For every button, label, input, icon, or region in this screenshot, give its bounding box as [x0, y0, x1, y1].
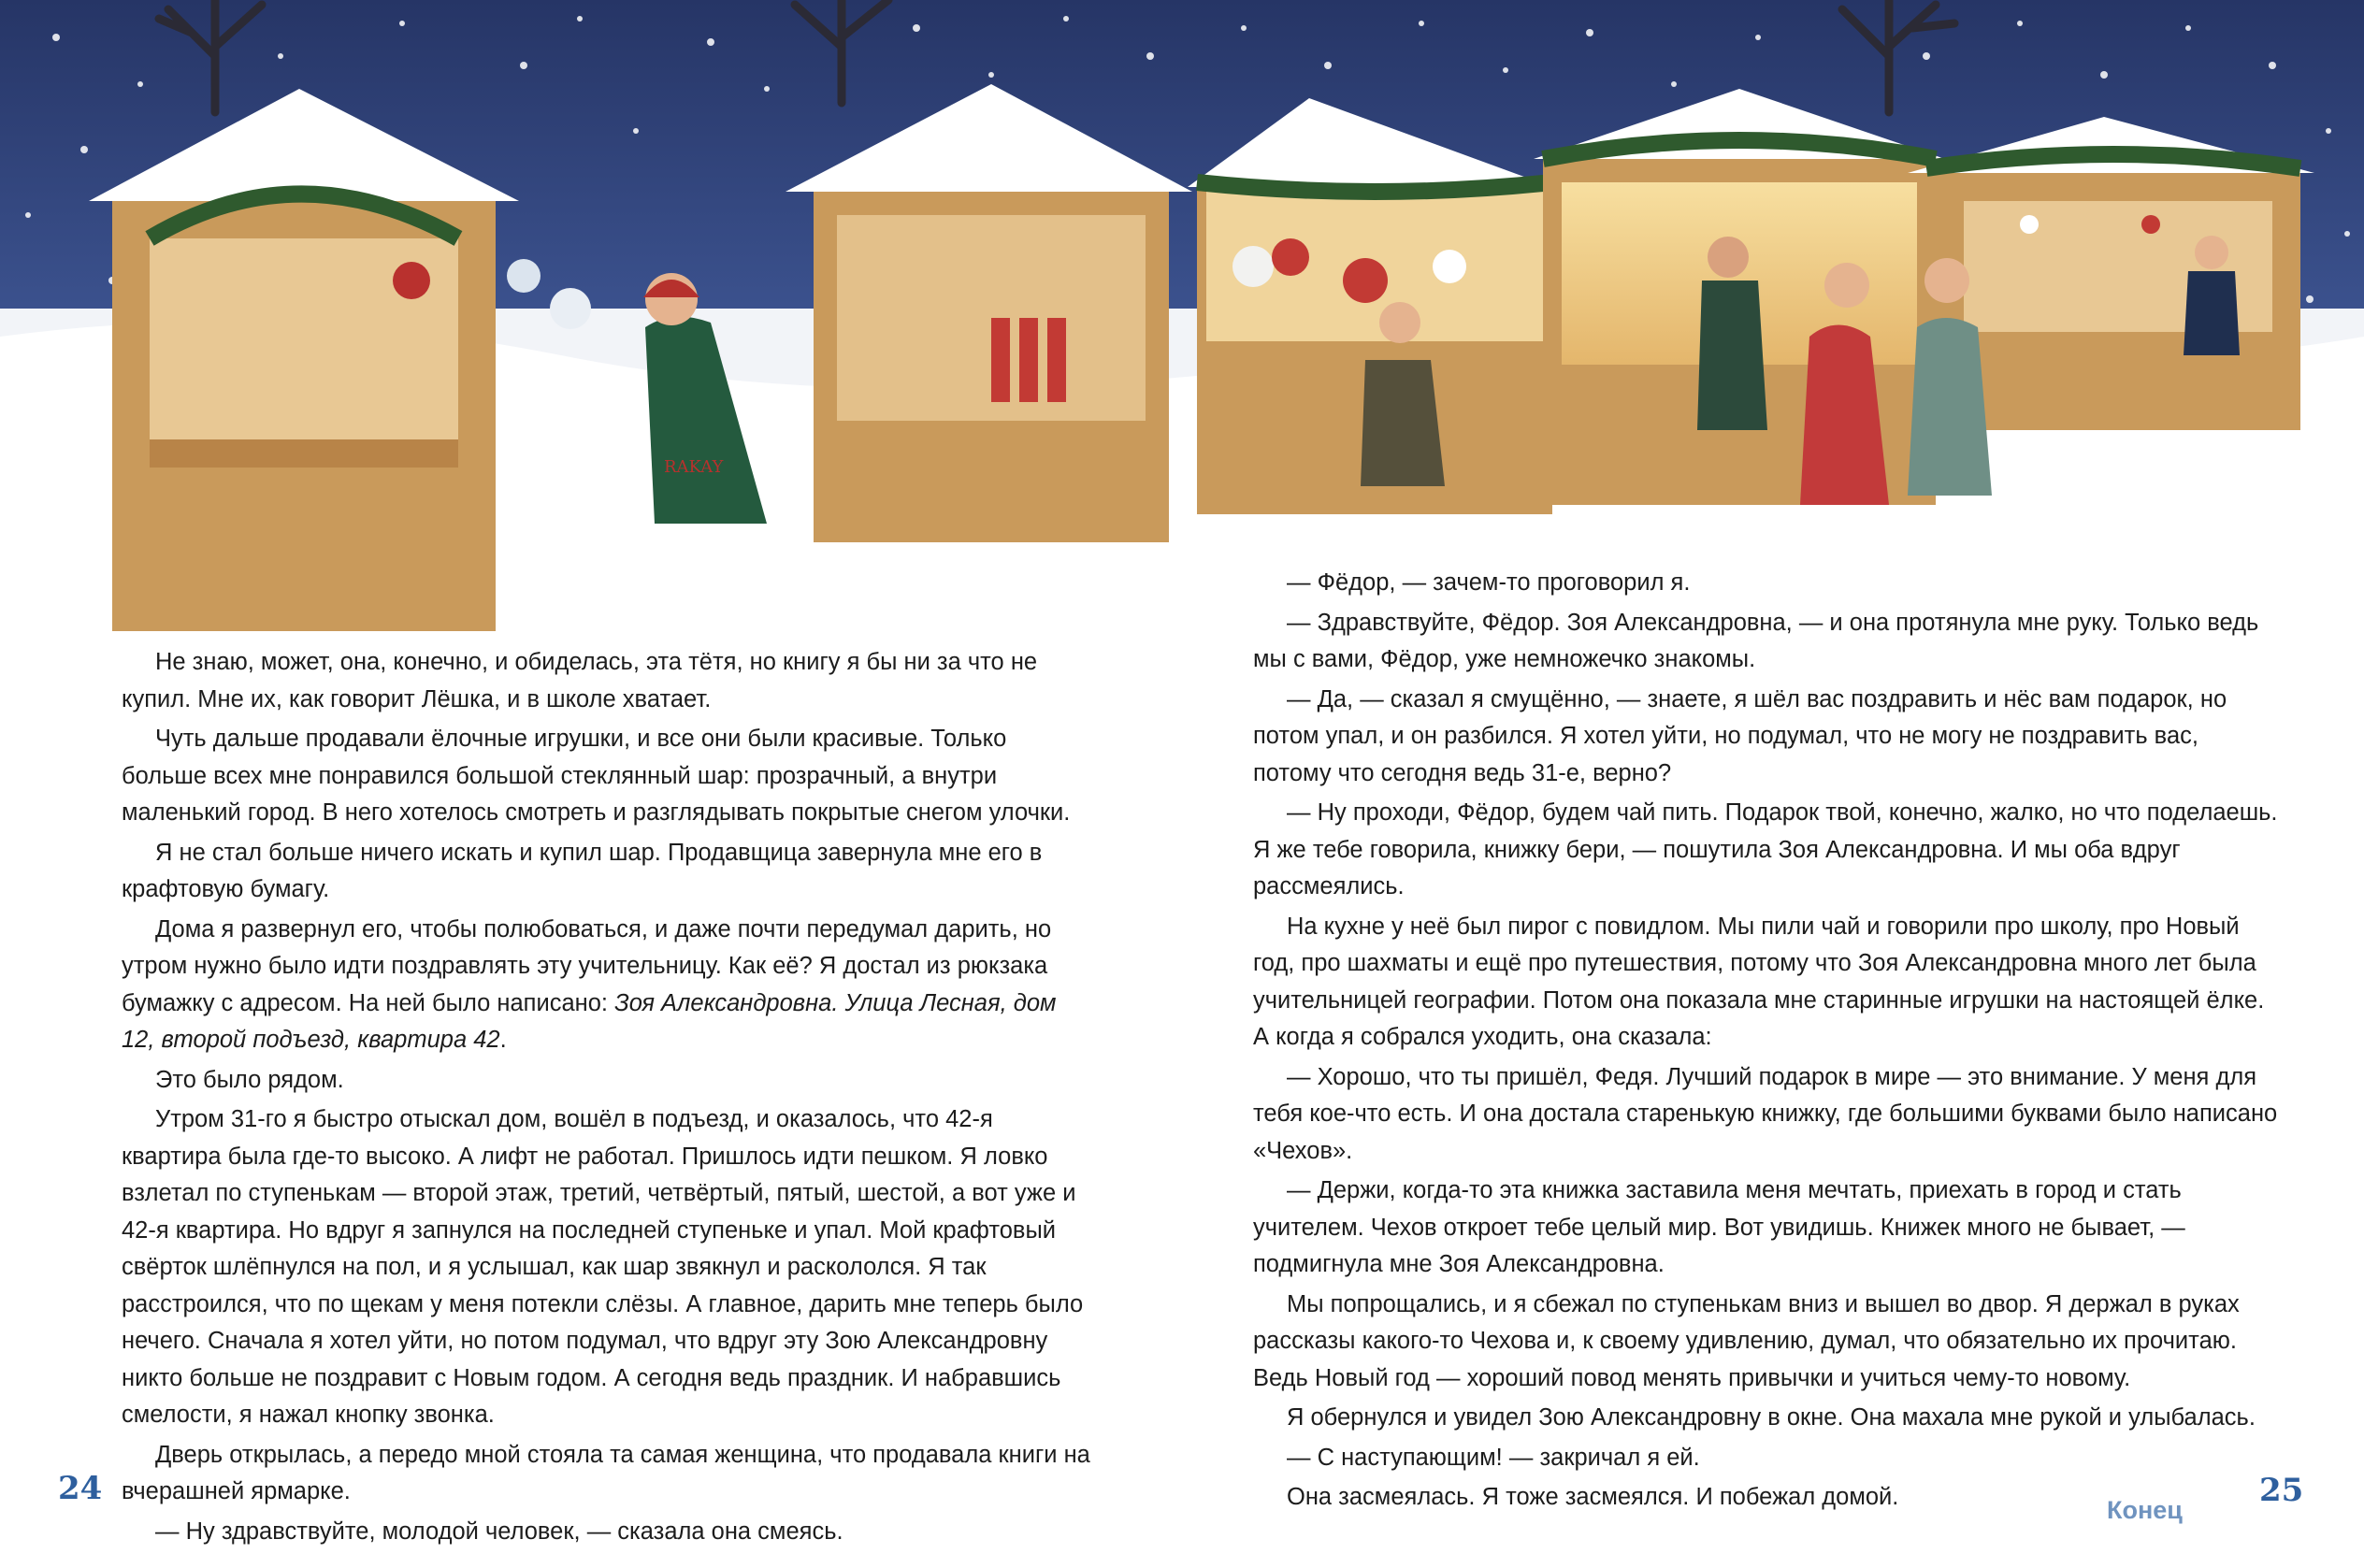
paragraph-end: .: [499, 1027, 507, 1053]
paragraph: Не знаю, может, она, конечно, и обиделась, эта тётя, но книгу я бы ни за что не купил. Мне их, как говорит Лёшка, и в школе хватает.: [122, 649, 1038, 712]
page-number-right: 25: [2259, 1472, 2304, 1509]
page-number-left: 24: [58, 1470, 103, 1507]
paragraph: Она засмеялась. Я тоже засмеялся. И побежал домой.: [1287, 1484, 1899, 1510]
address-italic: Зоя Александровна. Улица Лесная, дом 12, второй подъезд, квартира 42: [122, 989, 1057, 1053]
paragraph: — Здравствуйте, Фёдор. Зоя Александровна, — и она протянула мне руку. Только ведь мы с вами, Фёдор, уже немножечко знакомы.: [1253, 609, 2259, 672]
paragraph: Это было рядом.: [155, 1066, 344, 1093]
paragraph: На кухне у неё был пирог с повидлом. Мы пили чай и говорили про школу, про Новый год, про шахматы и ещё про путешествия, потому что Зоя Александровна много лет была учительницей географии. Потом она показала мне старинные игрушки на настоящей ёлке. А когда я собрался уходить, она сказала:: [1253, 913, 2265, 1050]
paragraph-text: Дома я развернул его, чтобы полюбоваться, и даже почти передумал дарить, но утром нужно было идти поздравлять эту учительницу. Как её? Я достал из рюкзака бумажку с адресом. На ней было написано:: [122, 915, 1052, 1016]
paragraph: Дверь открылась, а передо мной стояла та самая женщина, что продавала книги на вчерашней ярмарке.: [122, 1441, 1090, 1504]
paragraph: Я обернулся и увидел Зою Александровну в окне. Она махала мне рукой и улыбалась.: [1287, 1404, 2256, 1431]
paragraph: Мы попрощались, и я сбежал по ступенькам вниз и вышел во двор. Я держал в руках рассказы какого-то Чехова и, к своему удивлению, думал, что обязательно их прочитаю. Ведь Новый год — хороший повод менять привычки и учиться чему-то новому.: [1253, 1290, 2240, 1391]
paragraph: — Ну здравствуйте, молодой человек, — сказала она смеясь.: [155, 1518, 843, 1545]
christmas-market-illustration: [0, 0, 2364, 655]
paragraph: Утром 31-го я быстро отыскал дом, вошёл в подъезд, и оказалось, что 42-я квартира была где-то высоко. А лифт не работал. Пришлось идти пешком. Я ловко взлетал по ступенькам — второй этаж, третий, четвёртый, пятый, шестой, а вот уже и 42-я квартира. Но вдруг я запнулся на последней ступеньке и упал. Мой крафтовый свёрток шлёпнулся на пол, и я услышал, как шар звякнул и раскололся. Я так расстроился, что по щекам у меня потекли слёзы. А главное, дарить мне теперь было нечего. Сначала я хотел уйти, но потом подумал, что вдруг эту Зою Александровну никто больше не поздравит с Новым годом. А сегодня ведь праздник. И набравшись смелости, я нажал кнопку звонка.: [122, 1106, 1084, 1428]
bag-lettering: RAKAY: [664, 457, 724, 477]
paragraph: — Да, — сказал я смущённо, — знаете, я шёл вас поздравить и нёс вам подарок, но потом упал, и он разбился. Я хотел уйти, но подумал, что не могу не поздравить вас, потому что сегодня ведь 31-е, верно?: [1253, 685, 2227, 786]
market-booth-1: [89, 89, 519, 631]
paragraph: — С наступающим! — закричал я ей.: [1287, 1444, 1700, 1471]
paragraph: Я не стал больше ничего искать и купил шар. Продавщица завернула мне его в крафтовую бумагу.: [122, 839, 1043, 902]
end-label: Конец: [2107, 1496, 2183, 1524]
paragraph: — Ну проходи, Фёдор, будем чай пить. Подарок твой, конечно, жалко, но что поделаешь. Я же тебе говорила, книжку бери, — пошутила Зоя Александровна. И мы оба вдруг рассмеялись.: [1253, 799, 2278, 899]
paragraph: [122, 912, 1094, 1059]
paragraph: — Держи, когда-то эта книжка заставила меня мечтать, приехать в город и стать учителем. Чехов откроет тебе целый мир. Вот увидишь. Книжек много не бывает, — подмигнула мне Зоя Александровна.: [1253, 1177, 2185, 1277]
paragraph: — Хорошо, что ты пришёл, Федя. Лучший подарок в мире — это внимание. У меня для тебя кое-что есть. И она достала старенькую книжку, где большими буквами было написано «Чехов».: [1253, 1063, 2278, 1164]
paragraph: — Фёдор, — зачем-то проговорил я.: [1287, 569, 1691, 596]
right-text-column: [1253, 565, 2282, 1517]
paragraph: Чуть дальше продавали ёлочные игрушки, и все они были красивые. Только больше всех мне понравился большой стеклянный шар: прозрачный, а внутри маленький город. В него хотелось смотреть и разглядывать покрытые снегом улочки.: [122, 726, 1071, 826]
left-text-column: [122, 644, 1094, 1550]
